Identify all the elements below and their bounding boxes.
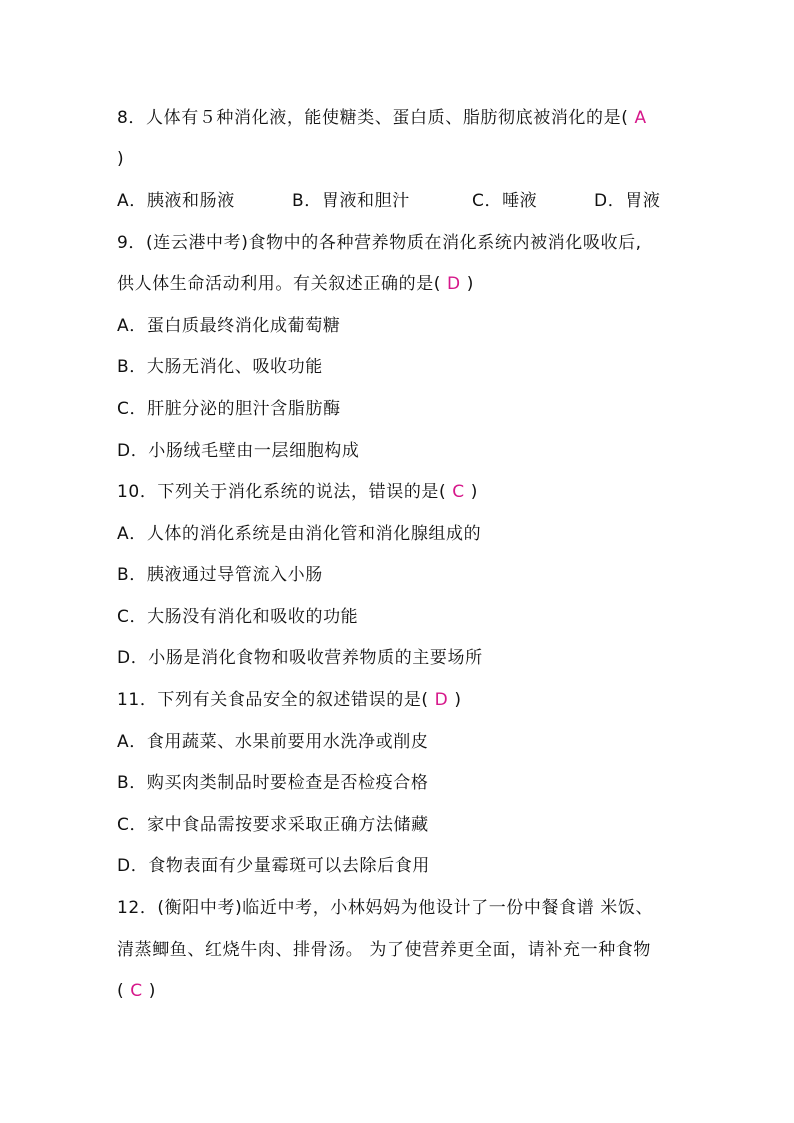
question-10-option-c: C．大肠没有消化和吸收的功能	[117, 607, 359, 627]
question-9-option-d: D．小肠绒毛壁由一层细胞构成	[117, 441, 360, 461]
question-12-stem-line3	[117, 979, 156, 1003]
question-9-close-paren: )	[460, 274, 474, 294]
question-10-answer: C	[452, 482, 465, 502]
question-8-stem	[117, 106, 647, 130]
question-9-stem-line2	[117, 272, 474, 296]
question-8-option-d: D．胃液	[594, 191, 661, 211]
question-10-stem	[117, 480, 478, 504]
question-8-options	[117, 189, 661, 213]
question-9-stem-text: 供人体生命活动利用。有关叙述正确的是(	[117, 274, 448, 294]
question-12-answer: C	[130, 981, 143, 1001]
question-11-option-b: B．购买肉类制品时要检查是否检疫合格	[117, 773, 429, 793]
question-11-answer: D	[434, 690, 449, 710]
question-11-stem-text: 11．下列有关食品安全的叙述错误的是(	[117, 690, 435, 710]
question-11-stem	[117, 688, 462, 712]
question-9-option-b: B．大肠无消化、吸收功能	[117, 357, 323, 377]
question-10-option-b: B．胰液通过导管流入小肠	[117, 565, 323, 585]
question-9-answer: D	[447, 274, 461, 294]
question-9-option-c: C．肝脏分泌的胆汁含脂肪酶	[117, 399, 341, 419]
question-9-stem-line1: 9．(连云港中考)食物中的各种营养物质在消化系统内被消化吸收后,	[117, 233, 642, 253]
question-11-option-a: A．食用蔬菜、水果前要用水洗净或削皮	[117, 732, 429, 752]
question-10-stem-text: 10．下列关于消化系统的说法，错误的是(	[117, 482, 453, 502]
question-8-answer: A	[634, 108, 647, 128]
question-10-close-paren: )	[464, 482, 479, 502]
question-8-option-a: A．胰液和肠液	[117, 191, 235, 211]
question-8-stem-text: 8．人体有５种消化液，能使糖类、蛋白质、脂肪彻底被消化的是(	[117, 108, 635, 128]
question-12-stem-line1: 12．(衡阳中考)临近中考，小林妈妈为他设计了一份中餐食谱 米饭、	[117, 898, 654, 918]
question-11-option-d: D．食物表面有少量霉斑可以去除后食用	[117, 856, 430, 876]
question-9-option-a: A．蛋白质最终消化成葡萄糖	[117, 316, 341, 336]
question-12-stem-line2: 清蒸鲫鱼、红烧牛肉、排骨汤。 为了使营养更全面，请补充一种食物	[117, 940, 652, 960]
question-8-option-c: C．唾液	[472, 191, 538, 211]
question-8-close-paren: )	[117, 149, 125, 169]
question-10-option-d: D．小肠是消化食物和吸收营养物质的主要场所	[117, 648, 483, 668]
question-11-close-paren: )	[448, 690, 462, 710]
question-12-open-paren: (	[117, 981, 131, 1001]
question-11-option-c: C．家中食品需按要求采取正确方法储藏	[117, 815, 429, 835]
question-12-close-paren: )	[142, 981, 156, 1001]
question-8-option-b: B．胃液和胆汁	[292, 191, 410, 211]
question-8-stem-close	[117, 147, 124, 171]
question-10-option-a: A．人体的消化系统是由消化管和消化腺组成的	[117, 524, 482, 544]
